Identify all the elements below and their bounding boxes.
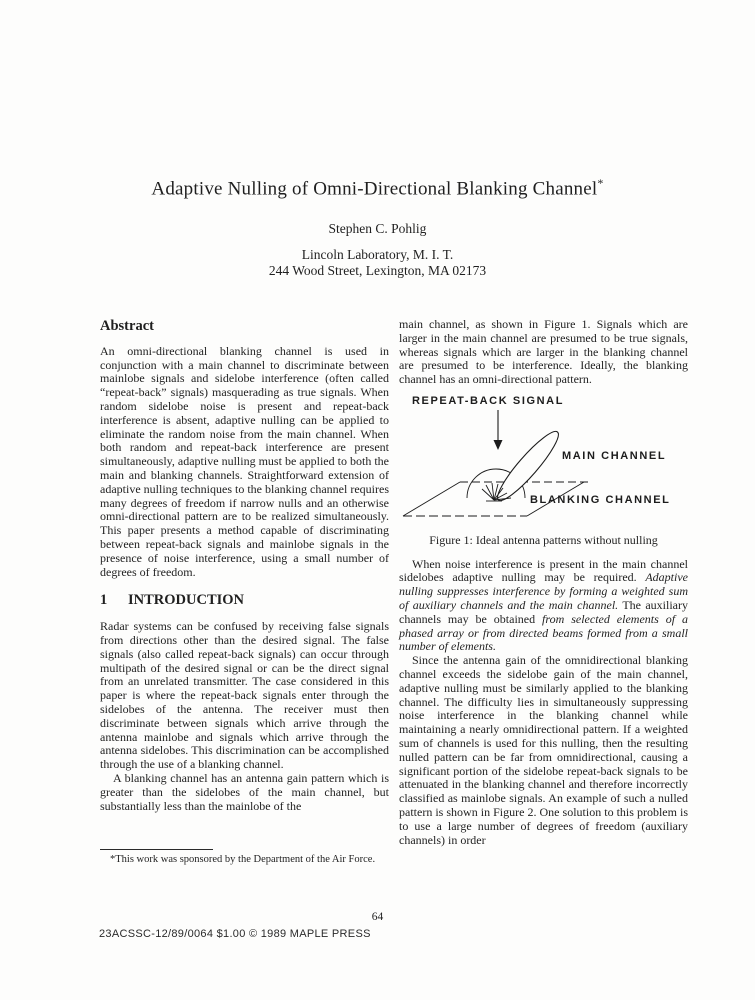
repeat-back-arrow-icon (494, 410, 503, 450)
figure-1 (399, 393, 688, 548)
intro-paragraph-2: A blanking channel has an antenna gain pattern which is greater than the sidelobes of the main channel, but substantially less than the mainlobe of the (100, 770, 389, 813)
footnote-text: *This work was sponsored by the Department of the Air Force. (110, 854, 376, 865)
address-line: 244 Wood Street, Lexington, MA 02173 (268, 263, 487, 278)
author-name: Stephen C. Pohlig (328, 221, 427, 236)
section-number: 1 (100, 592, 108, 609)
rc-paragraph-1: main channel, as shown in Figure 1. Signals which are larger in the main channel are presumed to be true signals, whereas signals which are larger in the blanking channel are presumed to be interference. Ideally, the blanking channel has an omni-directional pattern. (399, 317, 688, 387)
main-channel-label: MAIN CHANNEL (562, 449, 667, 462)
abstract-heading: Abstract (100, 318, 154, 334)
affiliation: Lincoln Laboratory, M. I. T. (301, 247, 454, 262)
page-number: 64 (371, 911, 384, 923)
title-footnote-marker: * (597, 176, 604, 190)
footnote-rule (100, 849, 213, 850)
intro-paragraph-1: Radar systems can be confused by receiving false signals from directions other than the desired signal. The false signals (also called repeat-back signals) can occur through multipath of the desired signal or can be the direct signal from an unrelated transmitter. The case considered in this paper is where the repeat-back signals enter through the sidelobes of the antenna. The receiver must then discriminate between signals which arrive through the antenna mainlobe and signals which arrive through the antenna sidelobes. This discrimination can be accomplished through the use of a blanking channel. (100, 619, 389, 772)
page-title-text: Adaptive Nulling of Omni-Directional Blanking Channel (151, 178, 598, 200)
section-heading-introduction (100, 594, 389, 608)
section-title: INTRODUCTION (128, 592, 245, 609)
footnote-block (100, 849, 389, 867)
left-column (100, 320, 389, 886)
blanking-channel-label: BLANKING CHANNEL (530, 493, 671, 506)
figure1-diagram (399, 393, 688, 526)
right-column (399, 318, 688, 847)
publisher-footer: 23ACSSC-12/89/0064 $1.00 © 1989 MAPLE PRESS (99, 928, 371, 940)
rc-paragraph-3: Since the antenna gain of the omnidirectional blanking channel exceeds the sidelobe gain of the main channel, adaptive nulling must be similarly applied to the blanking channel. The difficulty lies in simultaneously suppressing noise interference in the blanking channel while maintaining a nearly omnidirectional pattern. If a weighted sum of channels is used for this nulling, then the resulting nulled pattern can be far from omnidirectional, causing a significant portion of the sidelobe repeat-back signals to be attenuated in the blanking channel and therefore incorrectly classified as mainlobe signals. An example of such a nulled pattern is shown in Figure 2. One solution to this problem is to use a large number of degrees of freedom (auxiliary channels) in order (399, 653, 688, 847)
rc-paragraph-2: When noise interference is present in the main channel sidelobes adaptive nulling may be required. Adaptive nulling suppresses interference by forming a weighted sum of auxiliary channels and the main channel. The auxiliary channels may be obtained from selected elements of a phased array or from directed beams formed from a small number of elements. (399, 556, 688, 654)
figure1-caption: Figure 1: Ideal antenna patterns without nulling (429, 532, 658, 547)
repeat-back-signal-label: REPEAT-BACK SIGNAL (412, 394, 565, 407)
page-title (0, 176, 755, 200)
abstract-body: An omni-directional blanking channel is used in conjunction with a main channel to discriminate between mainlobe signals and sidelobe interference (often called “repeat-back” signals) masquerading as true signals. When random sidelobe noise is present and repeat-back interference is absent, adaptive nulling can be applied to eliminate the random noise from the main channel. When both random and repeat-back interference are present simultaneously, adaptive nulling must be applied to both the main and blanking channels. Straightforward extension of adaptive nulling techniques to the blanking channel requires many degrees of freedom if narrow nulls and an otherwise omni-directional pattern are to be realized simultaneously. This paper presents a method capable of discriminating between repeat-back signals and mainlobe signals in the presence of noise interference, using a small number of degrees of freedom. (100, 343, 389, 579)
